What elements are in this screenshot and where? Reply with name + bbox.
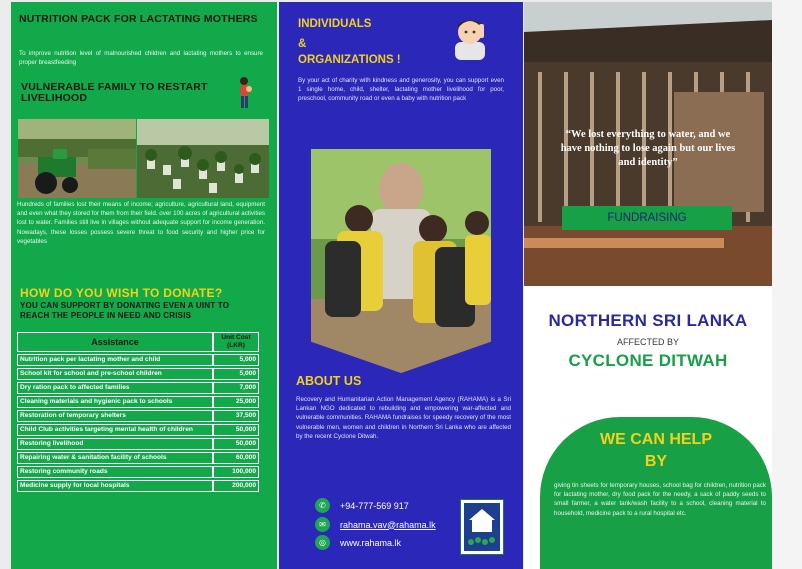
table-row [17, 466, 259, 478]
unit-cost: 7,000 [213, 382, 259, 394]
mother-child-icon [233, 76, 255, 110]
table-row [17, 452, 259, 464]
unit-cost: 60,000 [213, 452, 259, 464]
donation-table [17, 330, 259, 494]
unit-cost: 200,000 [213, 480, 259, 492]
about-text: Recovery and Humanitarian Action Management Agency (RAHAMA) is a Sri Lankan NGO dedicated to rebuilding and empowering war-affected and vulnerable communities. RAHAMA fundraises for speedy recovery of the most vulnerable men, women and children in Northern Sri Lanka who are affected by the recent Cyclone Ditwah. [296, 396, 511, 440]
globe-icon: ◎ [315, 535, 330, 550]
website-link[interactable]: www.rahama.lk [340, 537, 402, 548]
help-by: BY [644, 453, 668, 470]
sapling-photo [137, 119, 269, 198]
assistance-item: Nutrition pack per lactating mother and child [17, 354, 213, 366]
donate-subtitle: YOU CAN SUPPORT BY DONATING EVEN A UINT TO REACH THE PEOPLE IN NEED AND CRISIS [20, 301, 230, 320]
assistance-header: Assistance [17, 332, 213, 352]
donate-title: HOW DO YOU WISH TO DONATE? [20, 286, 223, 300]
table-row [17, 396, 259, 408]
person-listening-icon [451, 16, 489, 60]
email-link[interactable]: rahama.vav@rahama.lk [340, 519, 436, 530]
quote-text: “We lost everything to water, and we have nothing to lose again but our lives and identity” [560, 129, 736, 168]
unit-cost: 100,000 [213, 466, 259, 478]
page-margin [772, 0, 802, 569]
nutrition-title: NUTRITION PACK FOR LACTATING MOTHERS [19, 13, 258, 25]
assistance-item: School kit for school and pre-school children [17, 368, 213, 380]
rahama-logo [460, 499, 504, 555]
unit-cost: 50,000 [213, 424, 259, 436]
phone-number: +94-777-569 917 [340, 500, 409, 511]
unit-cost: 50,000 [213, 438, 259, 450]
table-row [17, 438, 259, 450]
phone-row [315, 498, 409, 513]
unit-cost: 25,000 [213, 396, 259, 408]
assistance-item: Medicine supply for local hospitals [17, 480, 213, 492]
unit-cost: 37,500 [213, 410, 259, 422]
tractor-photo [18, 119, 136, 198]
help-text: giving tin sheets for temporary houses, school bag for children, nutrition pack for lactating mother, dry food pack for the needy, a sack of paddy seeds to small farmer, a water tank/wash facility to a school, cleaning material to household, medicine pack to a rural hospital etc. [554, 482, 766, 517]
email-icon: ✉ [315, 517, 330, 532]
assistance-item: Repairing water & sanitation facility of schools [17, 452, 213, 464]
table-row [17, 480, 259, 492]
livelihood-text: Hundreds of families lost their means of income; agriculture, agricultural land, equipment and even what they stored for them from their field. over 100 acres of agricultural activities lost to water. Families still live in villages without adequate support for income generation. Nowadays, these losses possess severe threat to food security and higher price for vegetables [17, 201, 265, 245]
children-photo [311, 149, 491, 373]
assistance-item: Restoring community roads [17, 466, 213, 478]
livelihood-title: VULNERABLE FAMILY TO RESTART LIVELIHOOD [21, 81, 208, 104]
title-affected-by: AFFECTED BY [616, 337, 679, 347]
assistance-item: Cleaning materials and hygienic pack to schools [17, 396, 213, 408]
table-header-row [17, 332, 259, 352]
phone-icon: ✆ [315, 498, 330, 513]
unit-cost: 5,000 [213, 368, 259, 380]
table-row [17, 382, 259, 394]
left-panel [11, 2, 277, 569]
table-row [17, 410, 259, 422]
table-row [17, 368, 259, 380]
assistance-item: Restoration of temporary shelters [17, 410, 213, 422]
about-title: ABOUT US [296, 374, 362, 388]
email-row [315, 517, 436, 532]
table-row [17, 424, 259, 436]
fundraising-badge: FUNDRAISING [562, 206, 732, 230]
help-title: WE CAN HELP [600, 431, 712, 448]
assistance-item: Child Club activities targeting mental health of children [17, 424, 213, 436]
middle-panel [279, 2, 523, 569]
nutrition-text: To improve nutrition level of malnourished children and lactating mothers to ensure proper breastfeeding [19, 50, 263, 67]
table-row [17, 354, 259, 366]
help-section [540, 417, 772, 569]
heading-ampersand: & [298, 38, 307, 50]
right-panel [524, 2, 772, 569]
website-row [315, 535, 401, 550]
assistance-item: Restoring livelihood [17, 438, 213, 450]
unit-cost-header: Unit Cost (LKR) [213, 332, 259, 352]
table-body [17, 354, 259, 492]
title-northern-sri-lanka: NORTHERN SRI LANKA [548, 311, 748, 330]
assistance-item: Dry ration pack to affected families [17, 382, 213, 394]
heading-organizations: ORGANIZATIONS ! [298, 54, 401, 66]
intro-text: By your act of charity with kindness and generosity, you can support even 1 single home, child, shelter, lactating mother livelihood for poor, preschool, community road or even a baby with nutrition pack [298, 77, 504, 103]
unit-cost: 5,000 [213, 354, 259, 366]
heading-individuals: INDIVIDUALS [298, 18, 372, 30]
title-cyclone-ditwah: CYCLONE DITWAH [568, 351, 728, 370]
